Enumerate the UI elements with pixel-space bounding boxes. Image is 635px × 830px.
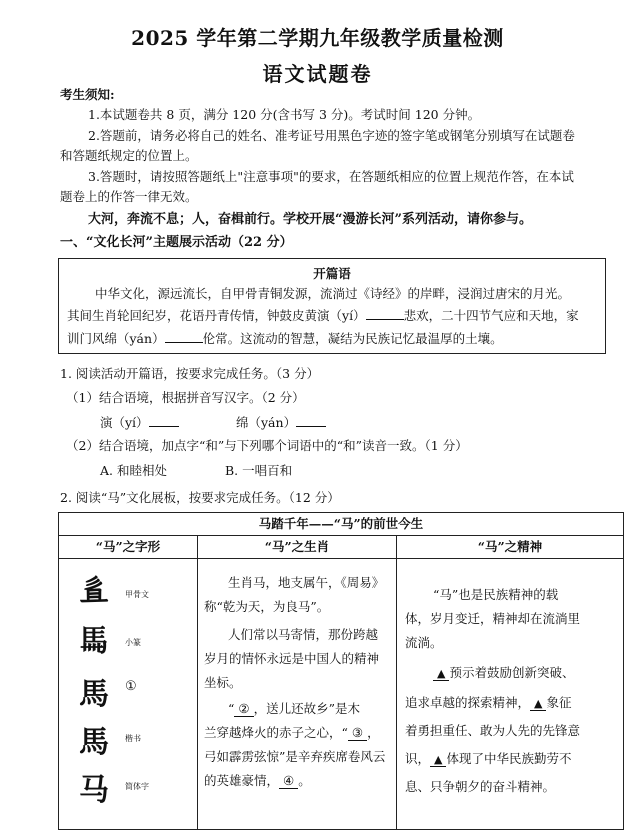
answer-blank-3[interactable]: ③ <box>348 725 367 741</box>
spirit-text: 预示着鼓励创新突破、 <box>449 665 575 680</box>
answer-blank-2[interactable]: ② <box>234 701 253 717</box>
zodiac-line: 人们常以马寄情，那份跨越 <box>228 627 379 642</box>
opener-line <box>67 329 503 347</box>
q2-stem: 2. 阅读“马”文化展板，按要求完成任务。（12 分） <box>60 490 340 505</box>
notice-item: 1.本试题卷共 8 页，满分 120 分(含书写 3 分)。考试时间 120 分钟。 <box>88 107 481 122</box>
glyph-label: 甲骨文 <box>125 590 149 599</box>
pinyin-label: 演（yí） <box>100 415 149 430</box>
opener-box <box>58 258 606 354</box>
option-a[interactable]: A. 和睦相处 <box>100 463 167 478</box>
glyph-oracle: 𢒉 <box>79 573 109 608</box>
opener-text: 其间生肖轮回纪岁，花语丹青传情，钟鼓皮黄演（yí） <box>67 308 366 323</box>
spirit-cell <box>397 559 624 830</box>
glyph-label: ① <box>125 679 137 694</box>
notice-item: 2.答题前，请务必将自己的姓名、准考证号用黑色字迹的签字笔或钢笔分别填写在试题卷 <box>88 128 575 143</box>
zodiac-line <box>204 771 311 789</box>
glyph-cell <box>59 559 198 830</box>
glyph-label: 简体字 <box>125 782 149 791</box>
section1-heading: 一、“文化长河”主题展示活动（22 分） <box>60 235 293 250</box>
spirit-text: 象征 <box>546 695 572 710</box>
pinyin-item <box>100 414 179 431</box>
spirit-text: 识， <box>405 751 431 766</box>
notice-item: 3.答题时，请按照答题纸上"注意事项"的要求，在答题纸相应的位置上规范作答，在本试 <box>88 169 574 184</box>
answer-blank[interactable] <box>366 307 404 320</box>
q1-sub1: （1）结合语境，根据拼音写汉字。（2 分） <box>66 390 305 405</box>
pinyin-label: 绵（yán） <box>236 415 297 430</box>
spirit-line: 流淌。 <box>405 635 443 650</box>
answer-blank[interactable] <box>165 330 203 343</box>
zodiac-cell <box>198 559 397 830</box>
opener-line <box>67 306 579 324</box>
answer-blank-4[interactable]: ④ <box>279 773 298 789</box>
spirit-text: 追求卓越的探索精神， <box>405 695 531 710</box>
spirit-line <box>405 749 572 767</box>
notice-heading: 考生须知: <box>60 87 115 102</box>
zodiac-line <box>228 699 360 717</box>
pinyin-item <box>236 414 326 431</box>
zodiac-line: 弓如霹雳弦惊”是辛弃疾席卷风云 <box>204 749 386 764</box>
board-title: 马踏千年——“马”的前世今生 <box>59 513 624 536</box>
zodiac-line: 生肖马，地支属午，《周易》 <box>228 575 385 590</box>
glyph-label: 楷书 <box>125 734 141 743</box>
zodiac-text: “ <box>228 701 235 716</box>
spirit-line: 着勇担重任、敢为人先的先锋意 <box>405 723 581 738</box>
spirit-line <box>405 693 572 711</box>
glyph-seal: 𩡧 <box>79 624 109 659</box>
zodiac-text: ，送儿还故乡”是木 <box>253 701 361 716</box>
q1-stem: 1. 阅读活动开篇语，按要求完成任务。（3 分） <box>60 366 320 381</box>
exam-subtitle: 语文试题卷 <box>262 62 373 86</box>
zodiac-text: 兰穿越烽火的赤子之心，“ <box>204 725 348 740</box>
intro-text: 大河，奔流不息；人，奋楫前行。学校开展“漫游长河”系列活动，请你参与。 <box>88 212 532 227</box>
notice-item: 和答题纸规定的位置上。 <box>60 148 198 163</box>
zodiac-text: 。 <box>298 773 311 788</box>
answer-blank-triangle[interactable]: ▲ <box>530 697 546 711</box>
glyph-label: 小篆 <box>125 638 141 647</box>
glyph-clerical: 馬 <box>79 677 109 712</box>
zodiac-line: 坐标。 <box>204 675 242 690</box>
col-header-zodiac: “马”之生肖 <box>198 536 397 559</box>
col-header-spirit: “马”之精神 <box>397 536 624 559</box>
opener-line: 中华文化，源远流长，自甲骨青铜发源，流淌过《诗经》的岸畔，浸润过唐宋的月光。 <box>95 286 571 301</box>
answer-blank-triangle[interactable]: ▲ <box>430 753 446 767</box>
spirit-line: 体，岁月变迁，精神却在流淌里 <box>405 611 581 626</box>
answer-blank[interactable] <box>296 414 326 427</box>
option-b[interactable]: B. 一唱百和 <box>225 463 293 478</box>
glyph-regular: 馬 <box>79 725 109 760</box>
answer-blank-triangle[interactable]: ▲ <box>433 667 449 681</box>
horse-board <box>58 512 624 830</box>
opener-text: 训门风绵（yán） <box>67 331 165 346</box>
spirit-line <box>433 663 574 681</box>
spirit-text: 体现了中华民族勤劳不 <box>446 751 572 766</box>
spirit-line: “马”也是民族精神的载 <box>433 587 559 602</box>
q1-sub2: （2）结合语境，加点字“和”与下列哪个词语中的“和”读音一致。（1 分） <box>66 438 468 453</box>
answer-blank[interactable] <box>149 414 179 427</box>
spirit-line: 息、只争朝夕的奋斗精神。 <box>405 779 556 794</box>
opener-text: 悲欢，二十四节气应和天地，家 <box>403 308 579 323</box>
zodiac-line: 称“乾为天，为良马”。 <box>204 599 330 614</box>
exam-title: 2025 学年第二学期九年级教学质量检测 <box>131 26 504 50</box>
col-header-form: “马”之字形 <box>59 536 198 559</box>
zodiac-line: 岁月的情怀永远是中国人的精神 <box>204 651 380 666</box>
opener-text: 伦常。这流动的智慧，凝结为民族记忆最温厚的土壤。 <box>202 331 503 346</box>
notice-item: 题卷上的作答一律无效。 <box>60 189 198 204</box>
opener-heading: 开篇语 <box>313 266 351 281</box>
glyph-simplified: 马 <box>79 773 109 808</box>
zodiac-text: 的英雄豪情， <box>204 773 280 788</box>
zodiac-text: ， <box>367 725 380 740</box>
zodiac-line <box>204 723 380 741</box>
